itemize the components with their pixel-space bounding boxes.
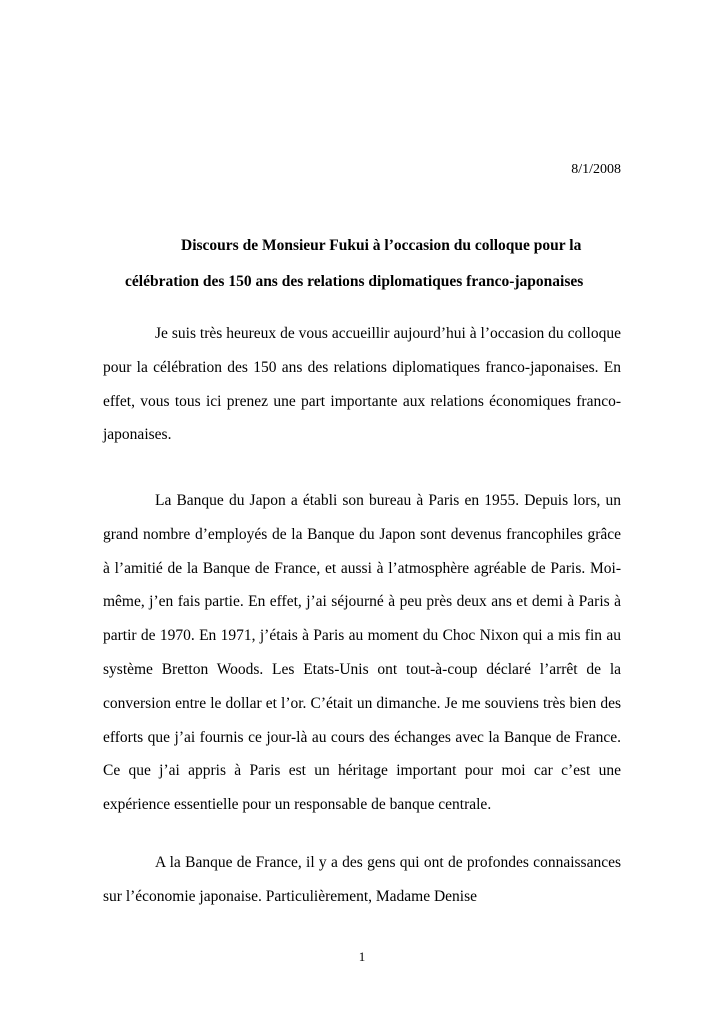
paragraph-3: A la Banque de France, il y a des gens qui ont de profondes connaissances sur l’économie japonaise. Particulièrement, Madame Denise [103, 854, 621, 905]
title-line-1: Discours de Monsieur Fukui à l’occasion du colloque pour la [181, 237, 582, 254]
page-number: 1 [358, 949, 366, 964]
document-title [103, 228, 621, 300]
paragraph-2: La Banque du Japon a établi son bureau à Paris en 1955. Depuis lors, un grand nombre d’employés de la Banque du Japon sont devenus francophiles grâce à l’amitié de la Banque de France, et aussi à l’atmosphère agréable de Paris. Moi-même, j’en fais partie. En effet, j’ai séjourné à peu près deux ans et demi à Paris à partir de 1970. En 1971, j’étais à Paris au moment du Choc Nixon qui a mis fin au système Bretton Woods. Les Etats-Unis ont tout-à-coup déclaré l’arrêt de la conversion entre le dollar et l’or. C’était un dimanche. Je me souviens très bien des efforts que j’ai fournis ce jour-là au cours des échanges avec la Banque de France. Ce que j’ai appris à Paris est un héritage important pour moi car c’est une expérience essentielle pour un responsable de banque centrale. [103, 492, 621, 814]
paragraph-1: Je suis très heureux de vous accueillir aujourd’hui à l’occasion du colloque pour la célébration des 150 ans des relations diplomatiques franco-japonaises. En effet, vous tous ici prenez une part importante aux relations économiques franco-japonaises. [103, 325, 621, 444]
document-date: 8/1/2008 [571, 162, 621, 177]
title-line-2: célébration des 150 ans des relations diplomatiques franco-japonaises [125, 273, 584, 290]
